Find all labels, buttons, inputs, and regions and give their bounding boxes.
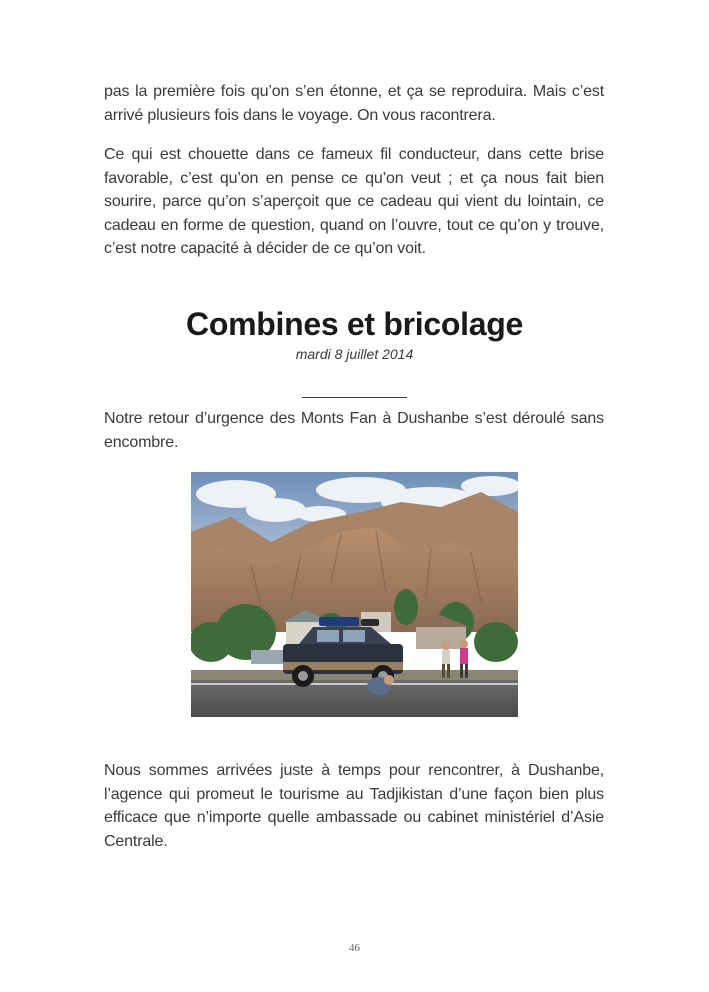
page-number: 46 [349,942,360,954]
paragraph-2: Ce qui est chouette dans ce fameux fil conducteur, dans cette brise favorable, c’est qu’on en pense ce qu’on veut ; et ça nous fait bien sourire, parce qu’on s’aperçoit que ce cadeau qui vient du lointain, ce cadeau en forme de question, quand on l’ouvre, tout ce qu’on y trouve, c’est notre capacité à décider de ce qu’on voit. [104,146,604,257]
chapter-date: mardi 8 juillet 2014 [295,346,414,362]
chapter-title: Combines et bricolage [186,306,523,342]
paragraph-3: Notre retour d’urgence des Monts Fan à Dushanbe s’est déroulé sans encombre. [104,410,604,451]
paragraph-1: pas la première fois qu’on s’en étonne, et ça se reproduira. Mais c’est arrivé plusieurs fois dans le voyage. On vous racontrera. [104,83,604,124]
mountain-road-photo [191,472,518,717]
title-separator [302,397,407,398]
paragraph-4: Nous sommes arrivées juste à temps pour rencontrer, à Dushanbe, l’agence qui promeut le tourisme au Tadjikistan d’une façon bien plus efficace que n’importe quelle ambassade ou cabinet ministériel d’Asie Centrale. [104,762,604,850]
road [191,680,518,717]
